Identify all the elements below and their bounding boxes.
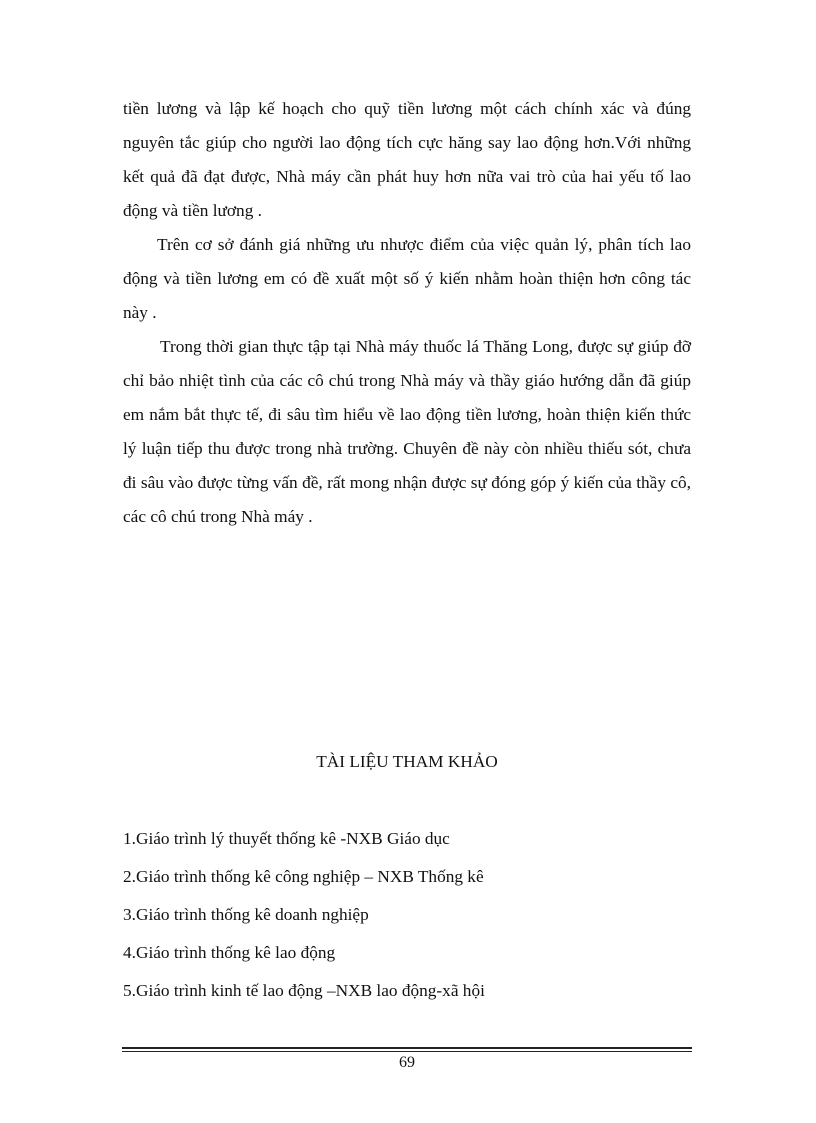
- reference-item: 2.Giáo trình thống kê công nghiệp – NXB Thống kê: [123, 867, 484, 886]
- reference-item: 5.Giáo trình kinh tế lao động –NXB lao động-xã hội: [123, 981, 485, 1000]
- body-text: [123, 92, 691, 534]
- paragraph-3: Trong thời gian thực tập tại Nhà máy thuốc lá Thăng Long, được sự giúp đỡ chỉ bảo nhiệt tình của các cô chú trong Nhà máy và thầy giáo hướng dẫn đã giúp em nắm bắt thực tế, đi sâu tìm hiểu về lao động tiền lương, hoàn thiện kiến thức lý luận tiếp thu được trong nhà trường. Chuyên đề này còn nhiều thiếu sót, chưa đi sâu vào được từng vấn đề, rất mong nhận được sự đóng góp ý kiến của thầy cô, các cô chú trong Nhà máy .: [123, 337, 691, 526]
- page-number: 69: [399, 1054, 415, 1071]
- paragraph-1: tiền lương và lập kế hoạch cho quỹ tiền lương một cách chính xác và đúng nguyên tắc giúp cho người lao động tích cực hăng say lao động hơn.Với những kết quả đã đạt được, Nhà máy cần phát huy hơn nữa vai trò của hai yếu tố lao động và tiền lương .: [123, 99, 691, 220]
- reference-item: 3.Giáo trình thống kê doanh nghiệp: [123, 905, 369, 924]
- reference-item: 4.Giáo trình thống kê lao động: [123, 943, 336, 962]
- references-list: [123, 820, 691, 1010]
- paragraph-2: Trên cơ sở đánh giá những ưu nhược điểm của việc quản lý, phân tích lao động và tiền lương em có đề xuất một số ý kiến nhằm hoàn thiện hơn công tác này .: [123, 235, 691, 322]
- reference-item: 1.Giáo trình lý thuyết thống kê -NXB Giáo dục: [123, 829, 450, 848]
- references-title: TÀI LIỆU THAM KHẢO: [316, 752, 498, 771]
